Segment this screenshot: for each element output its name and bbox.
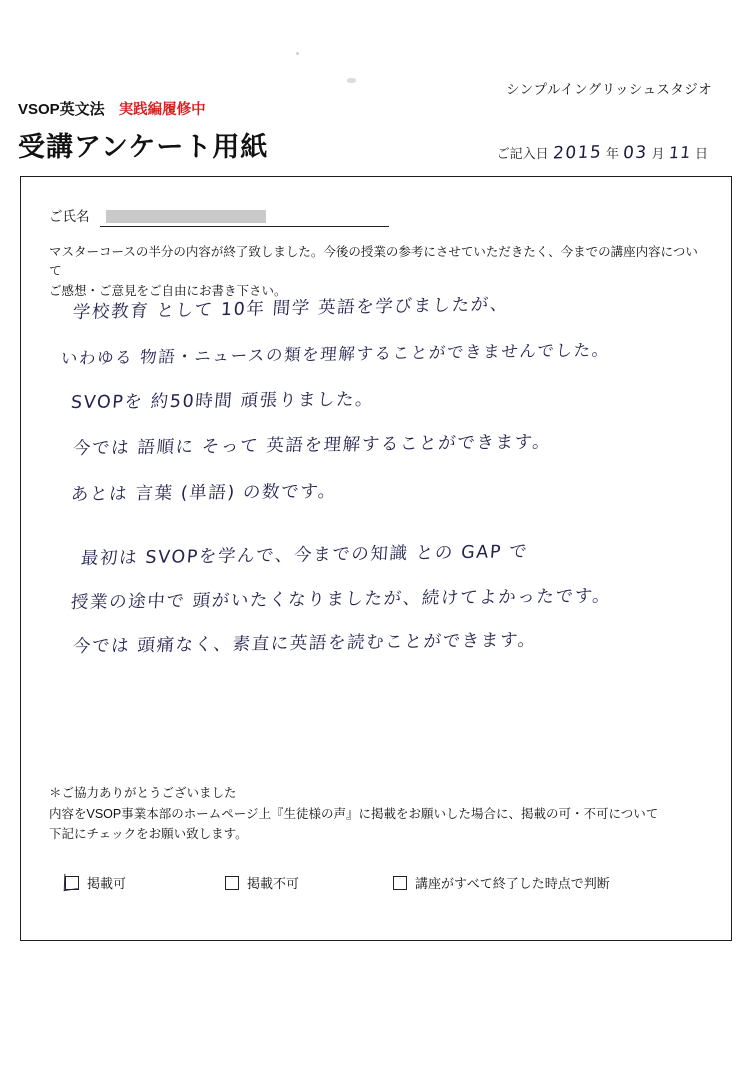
consent-option-no-publish-label: 掲載不可 <box>247 876 300 891</box>
handwriting-line-8: 今では 頭痛なく、素直に英語を読むことができます。 <box>72 630 538 658</box>
entry-date-day-value: 11 <box>667 142 692 163</box>
entry-date-day-unit: 日 <box>694 146 708 161</box>
vsop-label: VSOP英文法 <box>18 101 105 118</box>
name-row <box>49 205 389 227</box>
scan-speck-icon <box>296 52 299 55</box>
checkbox-icon[interactable] <box>225 876 239 890</box>
entry-date-year-value: 2015 <box>551 142 603 164</box>
handwriting-line-6: 最初は SVOPを学んで、今までの知識 との GAP で <box>80 541 529 570</box>
handwriting-line-4: 今では 語順に そって 英語を理解することができます。 <box>72 432 553 460</box>
scan-smudge-icon <box>347 78 356 83</box>
checkbox-checked-icon[interactable] <box>65 876 79 890</box>
consent-note-line-2: 下記にチェックをお願い致します。 <box>49 826 248 841</box>
instructions-line-2: ご感想・ご意見をご自由にお書き下さい。 <box>49 283 287 298</box>
title-block <box>18 98 458 164</box>
consent-option-decide-later-label: 講座がすべて終了した時点で判断 <box>415 876 610 891</box>
page-title: 受講アンケート用紙 <box>18 132 269 162</box>
consent-checkbox-row <box>65 873 610 892</box>
redaction-block <box>106 210 266 223</box>
consent-option-decide-later[interactable] <box>393 873 610 892</box>
entry-date-line <box>497 142 708 162</box>
entry-date-year-unit: 年 <box>605 146 619 161</box>
handwriting-line-1: 学校教育 として 10年 間学 英語を学びましたが、 <box>72 294 510 324</box>
name-input[interactable] <box>100 206 390 227</box>
name-label: ご氏名 <box>49 209 90 224</box>
consent-note-line-1: 内容をVSOP事業本部のホームページ上『生徒様の声』に掲載をお願いした場合に、掲載の可・不可について <box>49 807 659 822</box>
handwriting-line-5: あとは 言葉 (単語) の数です。 <box>70 481 338 506</box>
studio-name: シンプルイングリッシュスタジオ <box>506 82 712 97</box>
handwriting-line-7: 授業の途中で 頭がいたくなりましたが、続けてよかったです。 <box>70 586 613 614</box>
consent-option-publish-label: 掲載可 <box>87 876 127 891</box>
entry-date-month-value: 03 <box>622 142 649 164</box>
consent-option-no-publish[interactable] <box>225 873 393 892</box>
consent-option-publish[interactable] <box>65 873 225 892</box>
title-row-top <box>18 98 458 119</box>
course-status-label: 実践編履修中 <box>118 102 206 118</box>
entry-date-label: ご記入日 <box>496 146 549 161</box>
thanks-line: ＊ご協力ありがとうございました <box>49 785 237 800</box>
survey-form-box <box>20 176 732 941</box>
handwriting-line-2: いわゆる 物語・ニュースの類を理解することができませんでした。 <box>60 340 611 369</box>
entry-date-month-unit: 月 <box>651 146 665 161</box>
instructions-line-1: マスターコースの半分の内容が終了致しました。今後の授業の参考にさせていただきたく、今までの講座内容について <box>49 245 698 279</box>
checkbox-icon[interactable] <box>393 876 407 890</box>
handwriting-line-3: SVOPを 約50時間 頑張りました。 <box>70 389 376 414</box>
footer-note <box>49 784 689 844</box>
